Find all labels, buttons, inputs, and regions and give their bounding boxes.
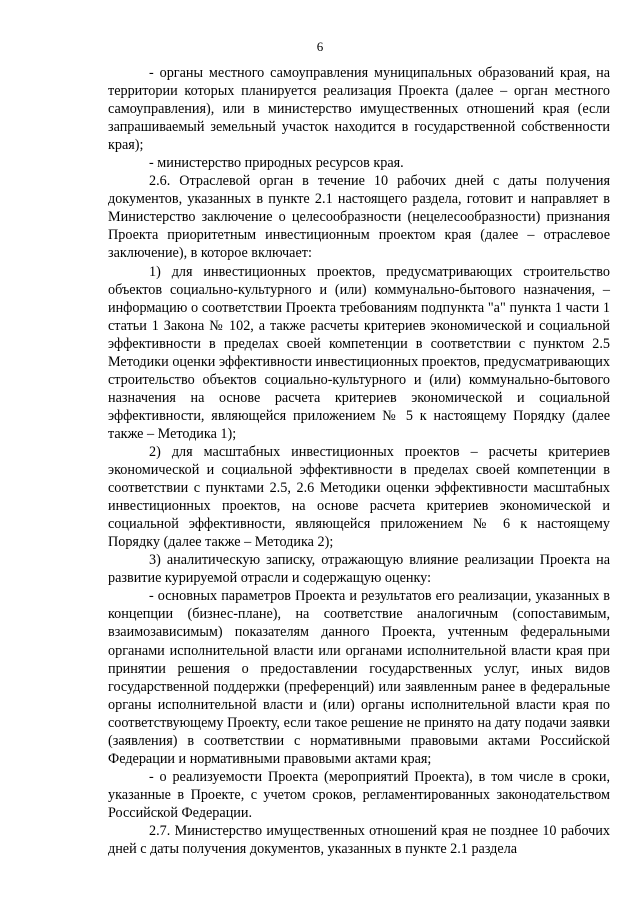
- paragraph-2-6-item-1: 1) для инвестиционных проектов, предусматривающих строительство объектов социально-культурного и (или) коммунально-бытового назначения, – информацию о соответствии Проекта требованиям подпункта "а" пункта 1 части 1 статьи 1 Закона № 102, а также расчеты критериев экономической и социальной эффективности в пределах своей компетенции в соответствии с пунктом 2.5 Методики оценки эффективности инвестиционных проектов, предусматривающих строительство объектов социально-культурного и (или) коммунально-бытового назначения на основе расчета критериев экономической и социальной эффективности, являющейся приложением № 5 к настоящему Порядку (далее также – Методика 1);: [108, 263, 610, 442]
- paragraph-2-6-item-2: 2) для масштабных инвестиционных проектов – расчеты критериев экономической и социальной эффективности в пределах своей компетенции в соответствии с пунктами 2.5, 2.6 Методики оценки эффективности масштабных инвестиционных проектов, на основе расчета критериев экономической и социальной эффективности, являющейся приложением № 6 к настоящему Порядку (далее также – Методика 2);: [108, 443, 610, 551]
- paragraph-assessment-feasibility: - о реализуемости Проекта (мероприятий Проекта), в том числе в сроки, указанные в Проекте, с учетом сроков, регламентированных законодательством Российской Федерации.: [108, 768, 610, 821]
- page-number: 6: [316, 39, 324, 54]
- paragraph-2-6-item-3: 3) аналитическую записку, отражающую влияние реализации Проекта на развитие курируемой отрасли и содержащую оценку:: [108, 552, 610, 587]
- paragraph-assessment-parameters: - основных параметров Проекта и результатов его реализации, указанных в концепции (бизнес-плане), на соответствие аналогичным (сопоставимым, взаимозависимым) показателям данного Проекта, учтенным федеральными органами исполнительной власти или органами исполнительной власти края при принятии решения о предоставлении государственных услуг, иных видов государственной поддержки (преференций) или заявленным ранее в федеральные органы исполнительной власти и (или) органы исполнительной власти края по соответствующему Проекту, если такое решение не принято на дату подачи заявки (заявления) в соответствии с нормативными правовыми актами Российской Федерации и нормативными правовыми актами края;: [108, 588, 610, 767]
- paragraph-local-authorities: - органы местного самоуправления муниципальных образований края, на территории которых планируется реализация Проекта (далее – орган местного самоуправления), или в министерство имущественных отношений края (если запрашиваемый земельный участок находится в государственной собственности края);: [108, 65, 610, 154]
- paragraph-2-6: 2.6. Отраслевой орган в течение 10 рабочих дней с даты получения документов, указанных в пункте 2.1 настоящего раздела, готовит и направляет в Министерство заключение о целесообразности (нецелесообразности) признания Проекта приоритетным инвестиционным проектом края (далее – отраслевое заключение), в которое включает:: [108, 173, 610, 262]
- paragraph-natural-resources-ministry: - министерство природных ресурсов края.: [149, 155, 404, 172]
- document-body: [108, 64, 610, 858]
- paragraph-2-7: 2.7. Министерство имущественных отношений края не позднее 10 рабочих дней с даты получения документов, указанных в пункте 2.1 раздела: [108, 822, 610, 858]
